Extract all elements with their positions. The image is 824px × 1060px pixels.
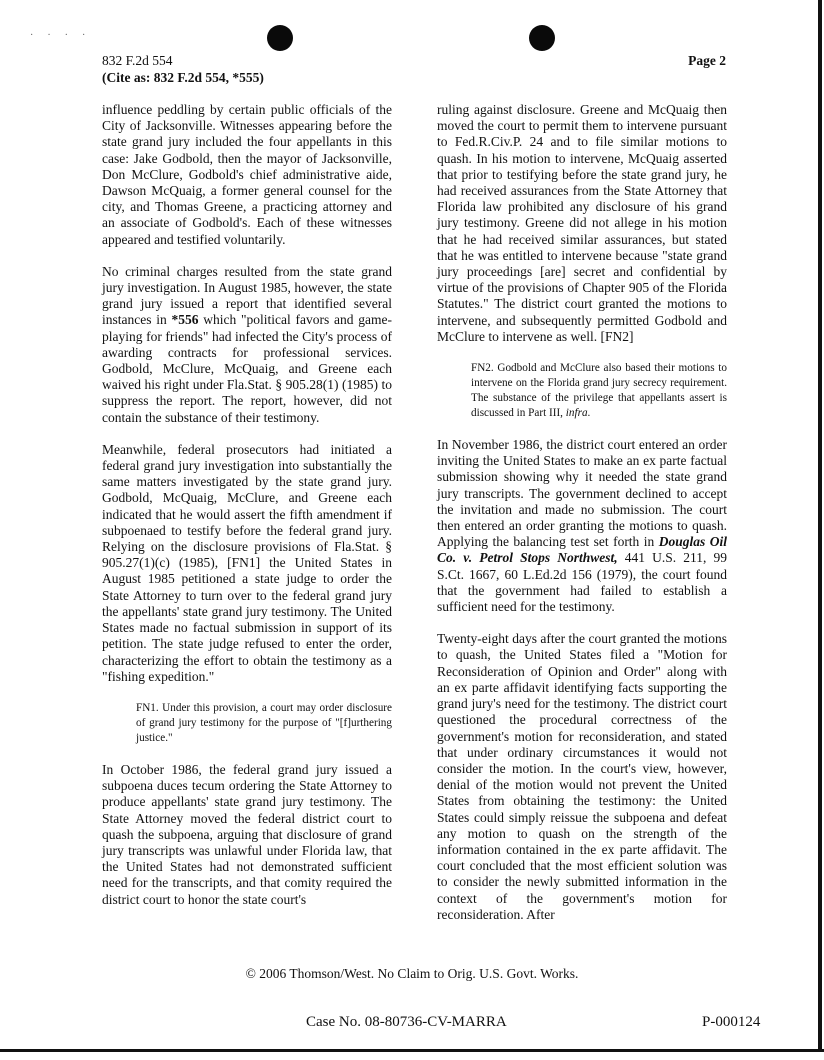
- footnote-fn1: FN1. Under this provision, a court may order disclosure of grand jury testimony for the purpose of "[f]urthering justice.": [136, 701, 392, 744]
- star-page-marker: *556: [171, 312, 199, 328]
- citation: 832 F.2d 554: [102, 53, 173, 68]
- footnote-fn2: FN2. Godbold and McClure also based their motions to intervene on the Florida grand jury secrecy requirement. The substance of the privilege that appellants assert is discussed in Part III, infra.: [471, 362, 727, 420]
- scan-border-bottom: [0, 1049, 824, 1052]
- copyright-footer: © 2006 Thomson/West. No Claim to Orig. U.S. Govt. Works.: [245, 966, 579, 981]
- paragraph: Meanwhile, federal prosecutors had initiated a federal grand jury investigation into substantially the same matters investigated by the state grand jury. Godbold, McQuaig, McClure, and Greene each indicated that he would assert the fifth amendment if subpoenaed to testify before the federal grand jury. Relying on the disclosure provisions of Fla.Stat. § 905.27(1)(c) (1985), [FN1] the United States in August 1985 petitioned a state judge to order the State Attorney to turn over to the federal grand jury the appellants' state grand jury testimony. The United States made no factual submission in support of its petition. The state judge refused to enter the order, characterizing the effort to obtain the testimony as a "fishing expedition.": [102, 441, 392, 684]
- right-column: [437, 102, 727, 939]
- paragraph: Twenty-eight days after the court granted the motions to quash, the United States filed a "Motion for Reconsideration of Opinion and Order" along with an ex parte affidavit identifying facts supporting the grand jury's need for the testimony. The district court questioned the procedural correctness of the government's motion for reconsideration, and stated that under ordinary circumstances it would not consider the motion. In the court's view, however, denial of the motion would not prevent the United States from obtaining the testimony: the United States could simply reissue the subpoena and defeat any motion to quash on the strength of the information contained in the ex parte affidavit. The court concluded that the most efficient solution was to consider the newly submitted information in the context of the government's motion for reconsideration. After: [437, 631, 727, 922]
- left-column: [102, 102, 392, 924]
- punch-hole-right: [529, 25, 555, 51]
- punch-hole-left: [267, 25, 293, 51]
- paragraph: No criminal charges resulted from the state grand jury investigation. In August 1985, however, the state grand jury issued a report that identified several instances in *556 which "political favors and game-playing for friends" had infected the City's process of awarding contracts for professional services. Godbold, McClure, McQuaig, and Greene each waived his right under Fla.Stat. § 905.28(1) (1985) to suppress the report. The report, however, did not contain the substance of their testimony.: [102, 263, 392, 425]
- scan-border-right: [818, 0, 822, 1052]
- page-number: Page 2: [688, 53, 726, 68]
- paragraph: influence peddling by certain public officials of the City of Jacksonville. Witnesses appearing before the state grand jury included the four appellants in this case: Jake Godbold, then the mayor of Jacksonville, Don McClure, Godbold's chief administrative aide, Dawson McQuaig, a former general counsel for the city, and Thomas Greene, a practicing attorney and an associate of Godbold's. Each of these witnesses appeared and testified voluntarily.: [102, 102, 392, 247]
- page-header: [102, 52, 726, 86]
- paragraph: ruling against disclosure. Greene and McQuaig then moved the court to permit them to intervene pursuant to Fed.R.Civ.P. 24 and to file similar motions to quash. In his motion to intervene, McQuaig asserted that prior to testifying before the state grand jury, he had received assurances from the State Attorney that Florida law prohibited any disclosure of his grand jury testimony. Greene did not allege in his motion that he had received similar assurances, but stated that he was entitled to intervene because "state grand jury proceedings [are] secret and confidential by virtue of the provisions of Chapter 905 of the Florida Statutes." The district court granted the motions to intervene, and subsequently permitted Godbold and McClure to intervene as well. [FN2]: [437, 102, 727, 344]
- case-name: Douglas Oil Co. v. Petrol Stops Northwest,: [437, 534, 727, 566]
- paragraph: In October 1986, the federal grand jury issued a subpoena duces tecum ordering the State Attorney to produce appellants' state grand jury testimony. The State Attorney moved the federal district court to quash the subpoena, arguing that disclosure of grand jury transcripts was unlawful under Florida law, that the United States had not demonstrated sufficient need for the transcripts, and that comity required the district court to honor the state court's: [102, 761, 392, 907]
- paragraph: In November 1986, the district court entered an order inviting the United States to make an ex parte factual submission showing why it needed the state grand jury transcripts. The government declined to accept the invitation and made no submission. The court then entered an order granting the motions to quash. Applying the balancing test set forth in Douglas Oil Co. v. Petrol Stops Northwest, 441 U.S. 211, 99 S.Ct. 1667, 60 L.Ed.2d 156 (1979), the court found that the government had failed to establish a sufficient need for the testimony.: [437, 437, 727, 615]
- cite-as: (Cite as: 832 F.2d 554, *555): [102, 70, 264, 85]
- case-number: Case No. 08-80736-CV-MARRA: [306, 1014, 507, 1030]
- bates-number: P-000124: [702, 1014, 761, 1030]
- scan-specks: · · · ·: [30, 30, 92, 41]
